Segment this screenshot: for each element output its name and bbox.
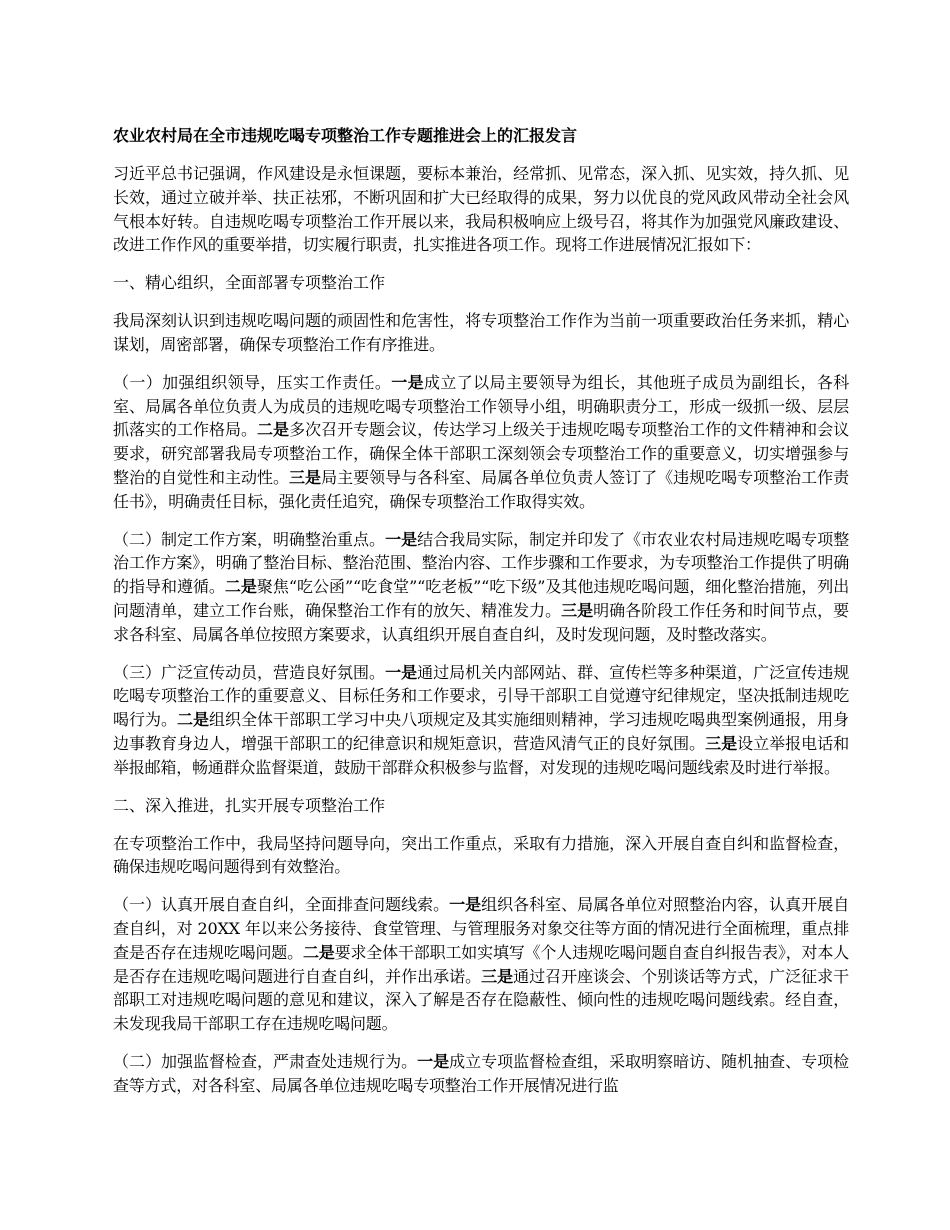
section1-lead-paragraph: 我局深刻认识到违规吃喝问题的顽固性和危害性，将专项整治工作作为当前一项重要政治任务来抓，精心谋划，周密部署，确保专项整治工作有序推进。: [113, 311, 849, 354]
item-text: 设立举报电话和举报邮箱，畅通群众监督渠道，鼓励干部群众积极参与监督，对发现的违规吃喝问题线索及时进行举报。: [113, 733, 849, 777]
keyword: 一是: [417, 1051, 450, 1071]
keyword: 二是: [224, 577, 257, 597]
keyword: 二是: [257, 420, 290, 440]
section1-item2-paragraph: [113, 528, 849, 647]
item-text: 局主要领导与各科室、局属各单位负责人签订了《违规吃喝专项整治工作责任书》，明确责任目标，强化责任追究，确保专项整治工作取得实效。: [113, 467, 849, 511]
keyword: 三是: [561, 600, 594, 620]
keyword: 三是: [705, 733, 738, 753]
section2-item2-paragraph: [113, 1050, 849, 1098]
keyword: 一是: [449, 895, 482, 915]
keyword: 三是: [289, 467, 322, 487]
keyword: 二是: [177, 710, 210, 730]
section1-item1-paragraph: [113, 371, 849, 514]
item-text: 多次召开专题会议，传达学习上级关于违规吃喝专项整治工作的文件精神和会议要求，研究部署我局专项整治工作，确保全体干部职工深刻领会专项整治工作的重要意义，切实增强参与整治的自觉性和主动性。: [113, 420, 849, 487]
keyword: 一是: [385, 662, 418, 682]
item-heading: （二）加强监督检查，严肃查处违规行为。: [113, 1051, 418, 1071]
item-text: 通过召开座谈会、个别谈话等方式，广泛征求干部职工对违规吃喝问题的意见和建议，深入了解是否存在隐蔽性、倾向性的违规吃喝问题线索。经自查，未发现我局干部职工存在违规吃喝问题。: [113, 966, 849, 1034]
document-page: [113, 124, 849, 1112]
keyword: 二是: [302, 942, 335, 962]
item-heading: （三）广泛宣传动员，营造良好氛围。: [113, 662, 386, 682]
item-text: 组织各科室、局属各单位对照整治内容，认真开展自查自纠，对 20XX 年以来公务接待、食堂管理、与管理服务对象交往等方面的情况进行全面梳理，重点排查是否存在违规吃喝问题。: [113, 895, 849, 962]
item-heading: （一）认真开展自查自纠，全面排查问题线索。: [113, 895, 450, 915]
item-text: 通过局机关内部网站、群、宣传栏等多种渠道，广泛宣传违规吃喝专项整治工作的重要意义、目标任务和工作要求，引导干部职工自觉遵守纪律规定，坚决抵制违规吃喝行为。: [113, 662, 849, 730]
item-text: 要求全体干部职工如实填写《个人违规吃喝问题自查自纠报告表》，对本人是否存在违规吃喝问题进行自查自纠，并作出承诺。: [113, 942, 849, 986]
section2-lead-paragraph: 在专项整治工作中，我局坚持问题导向，突出工作重点，采取有力措施，深入开展自查自纠和监督检查，确保违规吃喝问题得到有效整治。: [113, 833, 849, 877]
item-text: 成立了以局主要领导为组长，其他班子成员为副组长，各科室、局属各单位负责人为成员的违规吃喝专项整治工作领导小组，明确职责分工，形成一级抓一级、层层抓落实的工作格局。: [113, 372, 849, 440]
item-text: 明确各阶段工作任务和时间节点，要求各科室、局属各单位按照方案要求，认真组织开展自查自纠，及时发现问题，及时整改落实。: [113, 600, 849, 644]
keyword: 三是: [481, 966, 514, 986]
item-heading: （一）加强组织领导，压实工作责任。: [113, 372, 392, 392]
section2-item1-paragraph: [113, 893, 849, 1036]
item-heading: （二）制定工作方案，明确整治重点。: [113, 529, 386, 549]
keyword: 一是: [385, 529, 418, 549]
item-text: 组织全体干部职工学习中央八项规定及其实施细则精神，学习违规吃喝典型案例通报，用身边事教育身边人，增强干部职工的纪律意识和规矩意识，营造风清气正的良好氛围。: [113, 710, 849, 753]
item-text: 结合我局实际，制定并印发了《市农业农村局违规吃喝专项整治工作方案》，明确了整治目标、整治范围、整治内容、工作步骤和工作要求，为专项整治工作提供了明确的指导和遵循。: [113, 529, 849, 597]
document-title: 农业农村局在全市违规吃喝专项整治工作专题推进会上的汇报发言: [113, 126, 578, 145]
item-text: 成立专项监督检查组，采取明察暗访、随机抽查、专项检查等方式，对各科室、局属各单位违规吃喝专项整治工作开展情况进行监: [113, 1051, 849, 1095]
keyword: 一是: [391, 372, 424, 392]
item-text: 聚焦“吃公函”“吃食堂”“吃老板”“吃下级”及其他违规吃喝问题，细化整治措施，列出问题清单，建立工作台账，确保整治工作有的放矢、精准发力。: [113, 577, 849, 620]
intro-paragraph: 习近平总书记强调，作风建设是永恒课题，要标本兼治，经常抓、见常态，深入抓、见实效，持久抓、见长效，通过立破并举、扶正祛邪，不断巩固和扩大已经取得的成果，努力以优良的党风政风带动全社会风气根本好转。自违规吃喝专项整治工作开展以来，我局积极响应上级号召，将其作为加强党风廉政建设、改进工作作风的重要举措，切实履行职责，扎实推进各项工作。现将工作进展情况汇报如下：: [113, 164, 849, 255]
section-heading-2: 二、深入推进，扎实开展专项整治工作: [113, 795, 386, 815]
section1-item3-paragraph: [113, 661, 849, 780]
section-heading-1: 一、精心组织，全面部署专项整治工作: [113, 273, 386, 293]
